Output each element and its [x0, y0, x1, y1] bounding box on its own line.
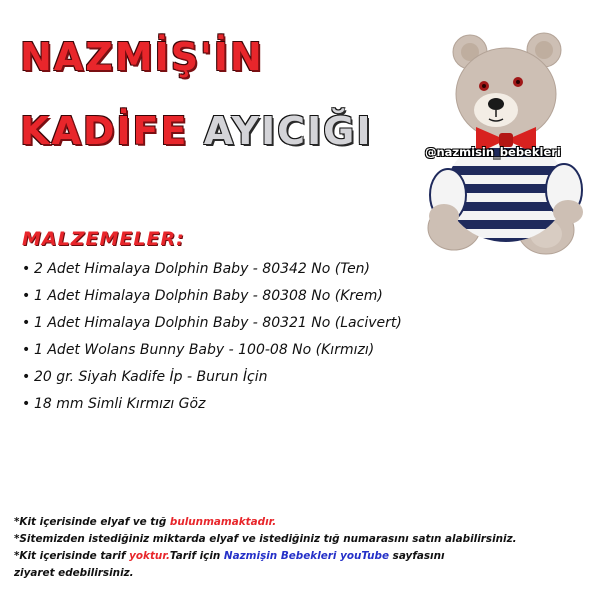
materials-list: [22, 256, 402, 418]
material-item-text: 1 Adet Himalaya Dolphin Baby - 80308 No (Krem): [34, 288, 383, 304]
list-item: • 1 Adet Himalaya Dolphin Baby - 80308 No (Krem): [22, 288, 383, 304]
list-item: • 18 mm Simli Kırmızı Göz: [22, 396, 206, 412]
youtube-channel-link[interactable]: Nazmişin Bebekleri youTube: [223, 550, 390, 562]
notes-section: [14, 514, 594, 582]
title-line-1: NAZMİŞ'İN: [20, 35, 264, 79]
bear-head: [456, 48, 556, 140]
material-item-text: 20 gr. Siyah Kadife İp - Burun İçin: [34, 369, 268, 385]
materials-heading: MALZEMELER:: [22, 228, 185, 250]
note-fiber-hook: *Kit içerisinde elyaf ve tığ bulunmamaktadır.: [14, 516, 277, 528]
material-item-text: 1 Adet Himalaya Dolphin Baby - 80321 No (Lacivert): [34, 315, 402, 331]
material-item-text: 2 Adet Himalaya Dolphin Baby - 80342 No (Ten): [34, 261, 371, 277]
note-purchase: *Sitemizden istediğiniz miktarda elyaf ve istediğiniz tığ numarasını satın alabilirsiniz.: [14, 533, 517, 545]
list-item: • 1 Adet Himalaya Dolphin Baby - 80321 No (Lacivert): [22, 315, 402, 331]
instagram-handle-watermark: @nazmisin_bebekleri: [425, 145, 561, 159]
title-word-ayicigi: AYICIĞI: [203, 109, 373, 153]
note-recipe: *Kit içerisinde tarif yoktur.Tarif için Nazmişin Bebekleri youTube sayfasını: [14, 550, 445, 562]
material-item-text: 1 Adet Wolans Bunny Baby - 100-08 No (Kırmızı): [34, 342, 375, 358]
note-visit: ziyaret edebilirsiniz.: [14, 567, 134, 579]
list-item: • 2 Adet Himalaya Dolphin Baby - 80342 No (Ten): [22, 261, 371, 277]
note-emphasis: yoktur.: [129, 550, 170, 562]
page-title-line-2: [20, 109, 373, 153]
title-word-kadife: KADİFE: [20, 109, 189, 153]
list-item: • 1 Adet Wolans Bunny Baby - 100-08 No (Kırmızı): [22, 342, 375, 358]
material-item-text: 18 mm Simli Kırmızı Göz: [34, 396, 206, 412]
note-emphasis: bulunmamaktadır.: [169, 516, 277, 528]
bear-nose: [488, 98, 504, 110]
page-title: [20, 35, 264, 79]
list-item: • 20 gr. Siyah Kadife İp - Burun İçin: [22, 369, 268, 385]
